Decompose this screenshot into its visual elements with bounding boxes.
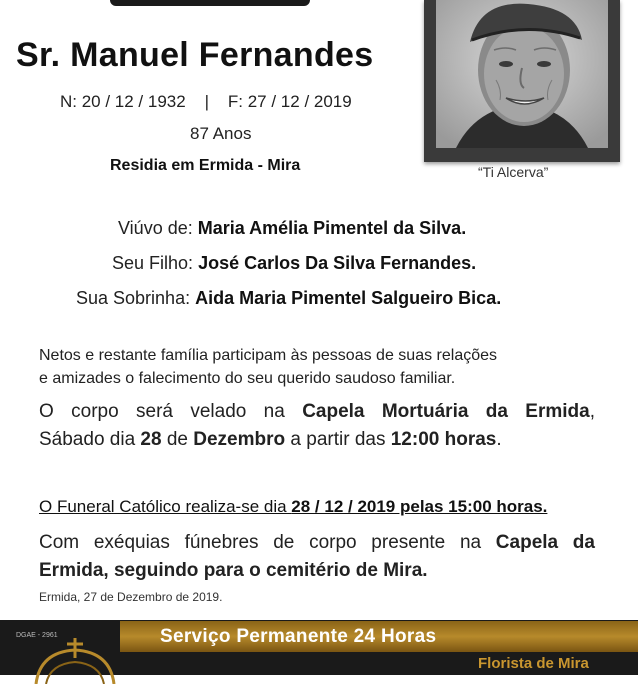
wake-text: O corpo será velado na [39, 401, 303, 422]
funeral-datetime: 28 / 12 / 2019 pelas 15:00 horas. [291, 497, 548, 516]
portrait-photo [436, 0, 608, 148]
exequies-place: Ermida, seguindo para o cemitério de Mira. [39, 560, 428, 581]
exequies-paragraph [39, 529, 595, 585]
residence: Residia em Ermida - Mira [110, 157, 301, 174]
relative-name: Maria Amélia Pimentel da Silva. [197, 218, 467, 238]
exequies-line-1 [39, 529, 595, 557]
relative-label: Sua Sobrinha: [76, 288, 191, 308]
funeral-home-emblem-icon [30, 634, 120, 684]
exequies-text: Com exéquias fúnebres de corpo presente na [39, 532, 496, 553]
wake-month: Dezembro [193, 429, 286, 450]
elderly-man-portrait [436, 0, 608, 148]
wake-place: Capela Mortuária da Ermida [302, 401, 590, 422]
relative-label: Seu Filho: [112, 253, 194, 273]
exequies-place: Capela da [495, 532, 595, 553]
wake-line-2 [39, 426, 595, 454]
relative-name: Aida Maria Pimentel Salgueiro Bica. [195, 288, 502, 308]
wake-day: 28 [140, 429, 162, 450]
florist-brand: Florista de Mira [478, 655, 589, 672]
relative-label: Viúvo de: [118, 218, 193, 238]
wake-text: de [161, 429, 194, 450]
wake-text: Sábado dia [39, 429, 141, 450]
relative-line-widow [118, 218, 466, 239]
dgae-code: DGAE - 2961 [16, 632, 58, 639]
wake-text: . [496, 429, 502, 450]
wake-text: a partir das [285, 429, 391, 450]
funeral-text: O Funeral Católico realiza-se dia [39, 497, 292, 516]
deceased-name: Sr. Manuel Fernandes [16, 36, 374, 74]
portrait-frame [424, 0, 620, 162]
age: 87 Anos [190, 124, 252, 143]
top-decorative-bar [110, 0, 310, 6]
wake-paragraph [39, 398, 595, 454]
footer-slogan: Serviço Permanente 24 Horas [160, 626, 437, 647]
announcement-line: Netos e restante família participam às pessoas de suas relações [39, 347, 498, 364]
funeral-line [39, 497, 547, 517]
photo-caption: “Ti Alcerva” [478, 164, 549, 180]
wake-line-1 [39, 398, 595, 426]
relative-name: José Carlos Da Silva Fernandes. [198, 253, 477, 273]
wake-time: 12:00 horas [390, 429, 497, 450]
announcement-line: e amizades o falecimento do seu querido saudoso familiar. [39, 370, 456, 387]
announcement-paragraph [39, 344, 595, 390]
wake-text: , [589, 401, 595, 422]
birth-death-dates: N: 20 / 12 / 1932 | F: 27 / 12 / 2019 [60, 92, 352, 111]
relative-line-niece [76, 288, 501, 309]
dateline: Ermida, 27 de Dezembro de 2019. [39, 590, 223, 604]
exequies-line-2 [39, 557, 595, 585]
relative-line-son [112, 253, 476, 274]
